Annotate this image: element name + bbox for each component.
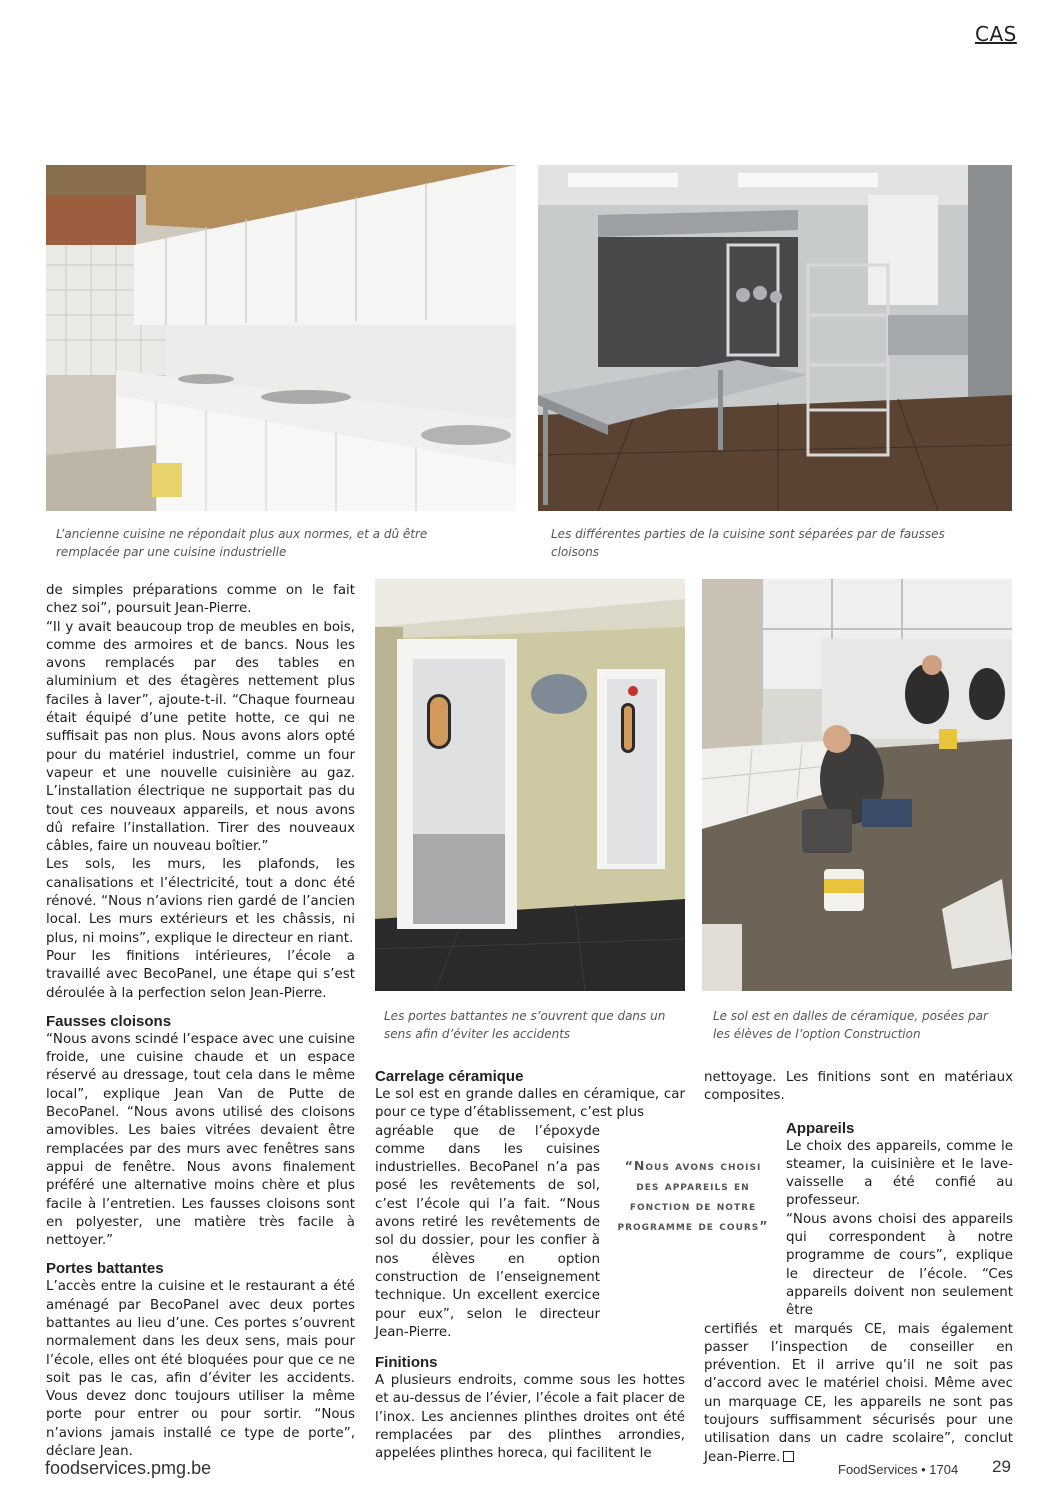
photo-old-kitchen [46, 165, 516, 511]
paragraph: certifiés et marqués CE, mais également passer l’inspection de conseiller en prévention. Et il arrive qu’il ne soit pas d’accord avec le matériel choisi. Même avec un marquage CE, les appareils ne sont pas toujours suffisamment sécurisés pour une utilisation dans un cadre scolaire”, conclut Jean-Pierre. [704, 1321, 1013, 1465]
subheading-finitions: Finitions [375, 1354, 438, 1372]
footer-magazine-issue: FoodServices • 1704 [838, 1462, 959, 1477]
paragraph: A plusieurs endroits, comme sous les hottes et au-dessus de l’évier, l’école a fait placer de l’inox. Les anciennes plinthes droites ont été remplacées par des plinthes arrondies, appelées plinthes horeca, qui facilitent le [375, 1373, 685, 1462]
paragraph: Le choix des appareils, comme le steamer, la cuisinière et le lave-vaisselle a été confié au professeur. [786, 1138, 1013, 1209]
paragraph: Les sols, les murs, les plafonds, les canalisations et l’électricité, tout a donc été rénové. “Nous n’avions rien gardé de l’ancien local. Les murs extérieurs et les châssis, ni plus, ni moins”, explique le directeur en riant. [46, 857, 355, 946]
paragraph: Le sol est en grande dalles en céramique, car pour ce type d’établissement, c’est plus [375, 1087, 685, 1121]
photo-floor-tiling [702, 579, 1012, 991]
subheading-carrelage: Carrelage céramique [375, 1068, 524, 1085]
subheading-appareils: Appareils [786, 1119, 855, 1137]
paragraph: nettoyage. Les finitions sont en matériaux composites. [704, 1070, 1013, 1104]
caption-swing-doors: Les portes battantes ne s’ouvrent que dans un sens afin d’éviter les accidents [384, 1009, 666, 1041]
page-number: 29 [992, 1457, 1011, 1476]
caption-floor-tiling: Le sol est en dalles de céramique, posées par les élèves de l’option Construction [713, 1009, 988, 1041]
paragraph: “Il y avait beaucoup trop de meubles en bois, comme des armoires et de bancs. Nous les avons remplacés par des tables en aluminium et des étagères nettement plus faciles à laver”, ajoute-t-il. “Chaque fourneau était équipé d’une petite hotte, ce qui ne suffisait pas non plus. Nous avons alors opté pour du matériel industriel, comme un four vapeur et une nouvelle cuisinière au gaz. L’installation électrique ne supportait pas du tout ces nouveaux appareils, et nous avons dû refaire l’installation. Tirer des nouveaux câbles, faire un nouveau boîtier.” [46, 619, 355, 855]
paragraph: agréable que de l’époxyde comme dans les cuisines industrielles. BecoPanel n’a pas posé les revêtements de sol, c’est l’école qui l’a fait. “Nous avons retiré les revêtements de sol du dossier, pour les confier à nos élèves en option construction de l’enseignement technique. Un excellent exercice pour eux”, selon le directeur Jean-Pierre. [375, 1123, 600, 1340]
paragraph: “Nous avons choisi des appareils qui correspondent à notre programme de cours”, explique le directeur de l’école. “Ces appareils doivent non seulement être [786, 1211, 1013, 1319]
caption-old-kitchen: L’ancienne cuisine ne répondait plus aux normes, et a dû être remplacée par une cuisine industrielle [56, 527, 428, 559]
caption-new-kitchen: Les différentes parties de la cuisine sont séparées par de fausses cloisons [551, 527, 945, 559]
subheading-portes-battantes: Portes battantes [46, 1260, 164, 1278]
photo-new-kitchen [538, 165, 1012, 511]
subheading-fausses-cloisons: Fausses cloisons [46, 1012, 172, 1030]
paragraph: Pour les finitions intérieures, l’école a travaillé avec BecoPanel, une étape qui s’est déroulée à la perfection selon Jean-Pierre. [46, 948, 355, 1001]
end-of-article-icon [783, 1451, 794, 1462]
paragraph: “Nous avons scindé l’espace avec une cuisine froide, une cuisine chaude et un espace réservé au dressage, tout cela dans le même local”, explique Jean Van de Putte de BecoPanel. “Nous avons utilisé des cloisons amovibles. Les baies vitrées devaient être remplacées par des murs avec fenêtres sans appui de fenêtre. Nous avons finalement préféré une alternative moins chère et plus facile à l’entretien. Les fausses cloisons sont en polyester, une matière très facile à nettoyer.” [46, 1031, 355, 1249]
article-column-2 [375, 1067, 685, 1464]
footer-website[interactable]: foodservices.pmg.be [45, 1458, 212, 1478]
photo-swing-doors [375, 579, 685, 991]
paragraph: de simples préparations comme on le fait chez soi”, poursuit Jean-Pierre. [46, 583, 355, 617]
paragraph: L’accès entre la cuisine et le restaurant a été aménagé par BecoPanel avec deux portes battantes au lieu d’une. Ces portes s’ouvrent normalement dans les deux sens, mais pour l’école, elles ont été bloquées pour que ce ne soit pas le cas, afin d’éviter les accidents. Vous devez donc toujours utiliser la même porte pour entrer ou pour sortir. “Nous n’avions jamais installé ce type de porte”, déclare Jean. [46, 1279, 355, 1460]
article-column-1 [46, 582, 355, 1461]
pull-quote: “Nous avons choisi des appareils en fonction de notre programme de cours” [617, 1158, 769, 1233]
article-column-3 [704, 1069, 1013, 1467]
section-tag: CAS [975, 22, 1017, 46]
